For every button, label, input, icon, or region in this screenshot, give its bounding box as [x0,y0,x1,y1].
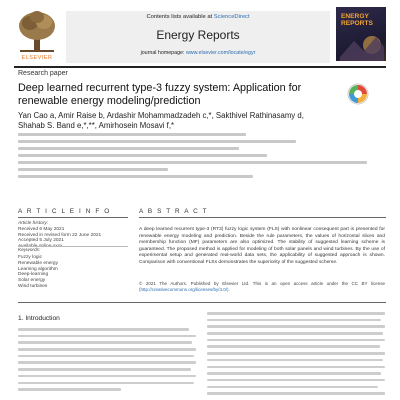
keyword-list [18,255,118,290]
journal-masthead [66,11,330,63]
affiliation-line [18,175,253,178]
affiliation-line [18,154,267,157]
abstract-text: A deep learned recurrent type-3 (RT3) fuzzy logic system (FLS) with nonlinear consequent part is presented for renewable energy modeling and prediction. Beside the rule parameters, the values of horizontal slices and membership function (MF) parameters are also optimized. The stability of suggested learning scheme is guaranteed. The proposed method is applied for modeling of both solar panels and wind turbines. By the use of experimental setup and generated real-world data sets, the applicability of suggested approach is shown. Comparison with conventional FLSs demonstrates the superiority of the suggested scheme. [139,227,385,265]
text-line [207,319,381,322]
text-line [18,328,189,331]
body-column-right [207,312,385,399]
section-heading: 1. Introduction [18,315,60,322]
text-line [18,341,192,344]
text-line [207,325,385,328]
keyword-item: Learning algorithm [18,266,58,272]
keyword-item: Solar energy [18,278,46,284]
cover-title: ENERGY REPORTS [341,13,373,27]
received-date: Received 6 May 2021 [18,226,65,232]
revised-date: Received in revised form 22 June 2021 [18,232,102,238]
text-line [207,345,380,348]
text-line [207,312,385,315]
abstract-rule [139,217,386,218]
history-keyword-divider [18,246,128,247]
text-line [207,392,385,395]
homepage-prefix: journal homepage: [140,50,185,56]
article-info-rule [18,217,128,218]
keyword-item: Wind turbines [18,283,48,289]
keyword-item: Deep-learning [18,272,49,278]
copyright-statement: © 2021 The Authors. Published by Elsevier Ltd. This is an open access article under the CC BY license [139,281,385,286]
abstract-label: A B S T R A C T [139,208,209,215]
text-line [18,388,121,391]
text-line [207,352,385,355]
contents-availability [66,14,330,20]
license-link[interactable]: (http://creativecommons.org/licenses/by/4.0/). [139,286,230,292]
accepted-date: Accepted 5 July 2021 [18,238,64,244]
text-line [18,375,196,378]
elsevier-tree-logo [14,7,60,59]
affiliation-line [18,168,168,171]
check-for-updates-icon[interactable] [346,82,370,106]
affiliation-line [18,140,296,143]
copyright-notice [139,281,385,292]
article-type: Research paper [18,70,68,77]
authors-line-1: Yan Cao a, Amir Raise b, Ardashir Mohammadzadeh c,*, Sakthivel Rathinasamy d, [18,111,304,120]
text-line [18,361,196,364]
text-line [207,366,385,369]
header-divider [14,66,386,68]
affiliation-line [18,147,239,150]
article-title: Deep learned recurrent type-3 fuzzy system: Application for renewable energy modeling/prediction [18,82,302,107]
affiliation-line [18,161,367,164]
journal-title: Energy Reports [156,28,240,42]
journal-homepage-link[interactable]: www.elsevier.com/locate/egyr [185,50,256,56]
keyword-item: Renewable energy [18,260,59,266]
abstract-bottom-rule [18,302,386,303]
sciencedirect-link[interactable]: ScienceDirect [213,14,250,20]
keyword-item: Fuzzy logic [18,255,42,260]
text-line [207,339,385,342]
text-line [207,379,385,382]
text-line [207,359,383,362]
body-column-left [18,328,196,395]
text-line [18,382,194,385]
journal-homepage [66,50,330,56]
journal-cover-image [336,7,386,61]
affiliations-block [18,133,374,182]
contents-prefix: Contents lists available at [146,14,213,20]
history-heading: Article history: [18,221,49,226]
text-line [18,348,196,351]
text-line [207,372,381,375]
affiliation-line [18,133,246,136]
journal-header [14,7,386,69]
author-list [18,111,378,131]
text-line [207,332,383,335]
publisher-name: ELSEVIER [21,55,53,61]
keywords-heading: Keywords: [18,248,41,253]
article-info-label: A R T I C L E I N F O [18,208,111,215]
text-line [207,386,378,389]
authors-line-2: Shahab S. Band e,*,**, Amirhosein Mosavi f,* [18,121,175,130]
text-line [18,368,191,371]
text-line [18,335,196,338]
text-line [18,355,194,358]
